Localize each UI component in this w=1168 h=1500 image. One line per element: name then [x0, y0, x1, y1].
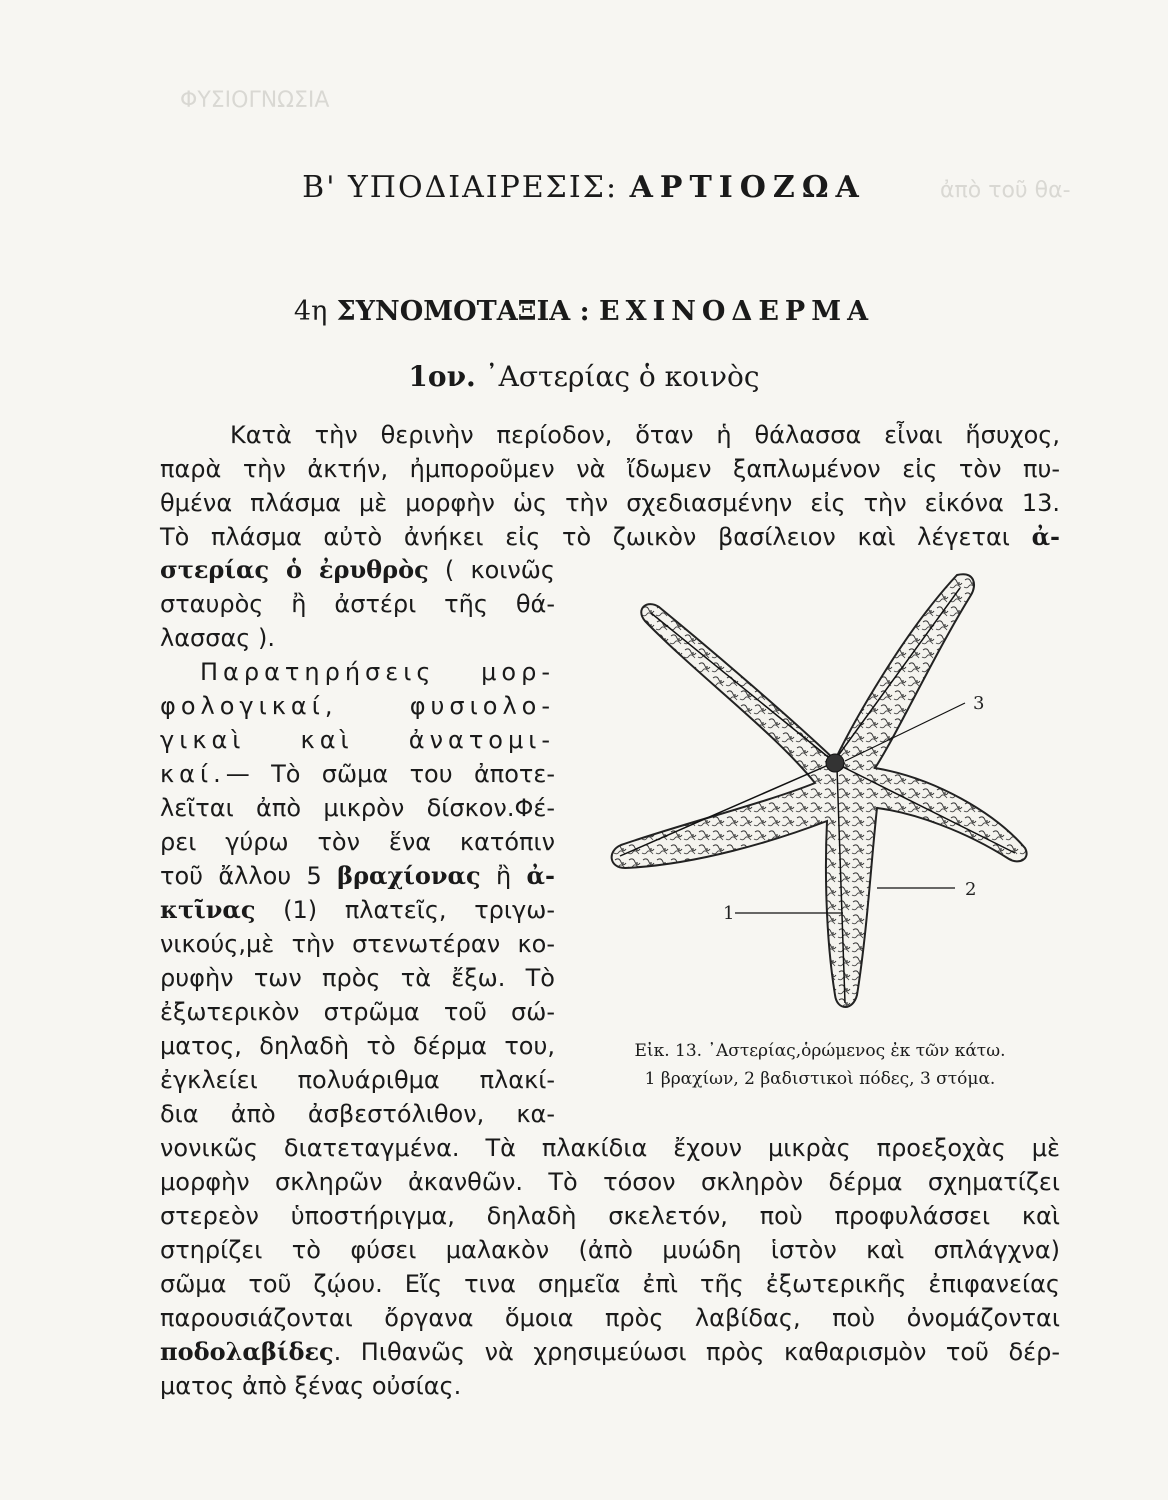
lesson-number: 1ον.: [408, 360, 476, 393]
obs-line-4: [160, 757, 555, 791]
phylum-number: 4η: [293, 296, 328, 327]
body-full-line-4: στηρίζει τὸ φύσει μαλακὸν (ἀπὸ μυώδη ἱστὸν καὶ σπλάγχνα): [160, 1236, 1060, 1264]
body-col-line-5: [160, 893, 555, 927]
body-col2-line-1: νικούς,μὲ τὴν στενωτέραν κο-: [160, 930, 555, 958]
body-col-line-4: [160, 859, 555, 893]
lesson-title: [0, 360, 1168, 393]
subdivision-heading: [0, 170, 1168, 205]
starfish-figure: [585, 563, 1055, 1033]
body-col2-line-5: ἐγκλείει πολυάριθμα πλακί-: [160, 1066, 555, 1094]
bleed-through-text: ἀπὸ τοῦ θα-: [940, 178, 1071, 203]
common-name-line-1: σταυρὸς ἢ ἀστέρι τῆς θά-: [160, 590, 555, 618]
obs-end: καί.: [160, 760, 226, 788]
intro-line-2: παρὰ τὴν ἀκτήν, ἠμποροῦμεν νὰ ἴδωμεν ξαπλωμένον εἰς τὸν πυ-: [160, 455, 1060, 483]
lesson-name: ᾿Αστερίας ὁ κοινὸς: [484, 360, 760, 393]
body-col2-line-3: ἐξωτερικὸν στρῶμα τοῦ σώ-: [160, 998, 555, 1026]
phylum-label: ΣΥΝΟΜΟΤΑΞΙΑ :: [336, 296, 590, 327]
body-col-4: τοῦ ἄλλου 5: [160, 862, 322, 890]
or-word: ἢ: [495, 862, 512, 890]
obs-line-3: γικαὶ καὶ ἀνατομι-: [160, 726, 555, 754]
figure-caption-line-1: Εἰκ. 13. ᾿Αστερίας,ὁρώμενος ἐκ τῶν κάτω.: [634, 1041, 1006, 1061]
body-full-line-7: [160, 1335, 1060, 1369]
term-start: ἀ-: [1031, 522, 1061, 551]
obs-line-1: Παρατηρήσεις μορ-: [200, 658, 555, 686]
after-aktinas: (1) πλατεῖς, τριγω-: [283, 896, 555, 924]
intro-line-4: [160, 520, 1060, 554]
subdivision-prefix: Β' ΥΠΟΔΙΑΙΡΕΣΙΣ:: [302, 170, 619, 205]
body-full-line-5: σῶμα τοῦ ζῴου. Εἴς τινα σημεῖα ἐπὶ τῆς ἐξωτερικῆς ἐπιφανείας: [160, 1270, 1060, 1298]
bleed-through-header: ΦΥΣΙΟΓΝΩΣΙΑ: [180, 88, 330, 113]
figure-label-2: 2: [965, 879, 977, 900]
phylum-name: ΕΧΙΝΟΔΕΡΜΑ: [599, 296, 875, 327]
intro-line-3: θμένα πλάσμα μὲ μορφὴν ὡς τὴν σχεδιασμένην εἰς τὴν εἰκόνα 13.: [160, 489, 1060, 517]
figure-label-3: 3: [973, 693, 985, 714]
term-bold: στερίας ὁ ἐρυθρὸς: [160, 555, 429, 584]
body-full-line-6: παρουσιάζονται ὄργανα ὅμοια πρὸς λαβίδας, ποὺ ὀνομάζονται: [160, 1304, 1060, 1332]
body-full-line-3: στερεὸν ὑποστήριγμα, δηλαδὴ σκελετόν, ποὺ προφυλάσσει καὶ: [160, 1202, 1060, 1230]
term-after: ( κοινῶς: [444, 556, 555, 584]
body-full-line-2: μορφὴν σκληρῶν ἀκανθῶν. Τὸ τόσον σκληρὸν δέρμα σχηματίζει: [160, 1168, 1060, 1196]
intro-line-1: Κατὰ τὴν θερινὴν περίοδον, ὅταν ἡ θάλασσα εἶναι ἥσυχος,: [230, 421, 1060, 449]
body-col2-line-4: ματος, δηλαδὴ τὸ δέρμα του,: [160, 1032, 555, 1060]
figure-caption-line-2: 1 βραχίων, 2 βαδιστικοὶ πόδες, 3 στόμα.: [644, 1069, 996, 1089]
common-name-line-2: λασσας ).: [160, 624, 275, 652]
body-col-1: — Τὸ σῶμα του ἀποτε-: [225, 760, 555, 788]
body-col2-line-2: ρυφὴν των πρὸς τὰ ἔξω. Τὸ: [160, 964, 555, 992]
phylum-heading: [0, 296, 1168, 327]
bold-brachionas: βραχίονας: [337, 861, 481, 890]
body-col-line-3: ρει γύρω τὸν ἕνα κατόπιν: [160, 828, 555, 856]
podolabides-after: . Πιθανῶς νὰ χρησιμεύωσι πρὸς καθαρισμὸν τοῦ δέρ-: [333, 1338, 1060, 1366]
body-col2-line-6: δια ἀπὸ ἀσβεστόλιθον, κα-: [160, 1100, 555, 1128]
intro-line-4-text: Τὸ πλάσμα αὐτὸ ἀνήκει εἰς τὸ ζωικὸν βασίλειον καὶ λέγεται: [160, 523, 1010, 551]
final-line: ματος ἀπὸ ξένας οὐσίας.: [160, 1372, 462, 1400]
subdivision-name: ΑΡΤΙΟΖΩΑ: [629, 170, 866, 205]
bold-aktinas-a: ἀ-: [526, 861, 555, 890]
bold-podolabides: ποδολαβίδες: [160, 1337, 334, 1366]
starfish-body: [612, 574, 1027, 1007]
body-full-line-1: νονικῶς διατεταγμένα. Τὰ πλακίδια ἔχουν μικρὰς προεξοχὰς μὲ: [160, 1134, 1060, 1162]
body-col-line-2: λεῖται ἀπὸ μικρὸν δίσκον.Φέ-: [160, 794, 555, 822]
obs-line-2: φολογικαί, φυσιολο-: [160, 692, 555, 720]
figure-label-1: 1: [723, 903, 735, 924]
bold-aktinas-b: κτῖνας: [160, 895, 256, 924]
term-line: [160, 553, 555, 587]
